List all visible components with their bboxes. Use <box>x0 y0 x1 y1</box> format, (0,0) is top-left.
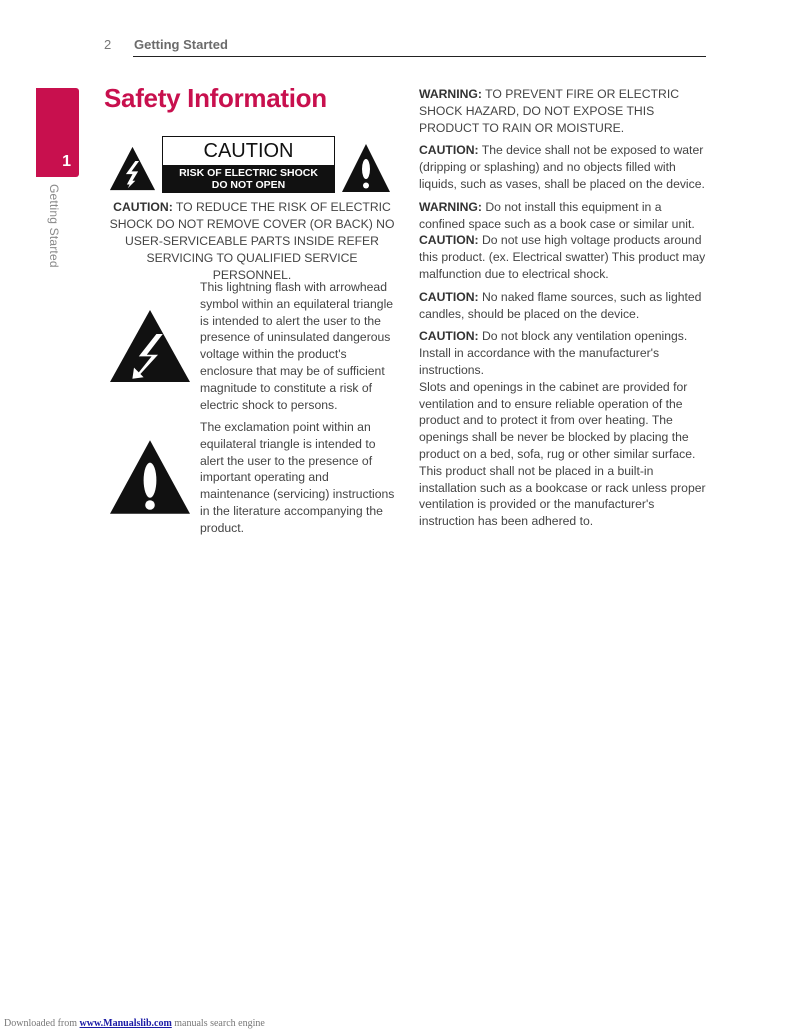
section-header: Getting Started <box>134 37 228 52</box>
caution-paragraph-text: TO REDUCE THE RISK OF ELECTRIC SHOCK DO NOT REMOVE COVER (OR BACK) NO USER-SERVICEABLE PARTS INSIDE REFER SERVICING TO QUALIFIED SERVICE PERSONNEL. <box>109 200 395 282</box>
manualslib-link[interactable]: www.Manualslib.com <box>79 1018 172 1029</box>
caution-label <box>162 136 335 193</box>
download-footer: Downloaded from www.Manualslib.com manuals search engine <box>4 1018 265 1029</box>
chapter-number: 1 <box>62 153 71 170</box>
warning-confined-space: WARNING: Do not install this equipment in a confined space such as a book case or similar unit. <box>419 199 695 231</box>
exclamation-symbol-explanation: The exclamation point within an equilateral triangle is intended to alert the user to the presence of important operating and maintenance (servicing) instructions in the literature accompanying the product. <box>200 420 395 535</box>
caution-paragraph <box>108 199 396 284</box>
lightning-symbol-explanation: This lightning flash with arrowhead symbol within an equilateral triangle is intended to alert the user to the presence of uninsulated dangerous voltage within the product's enclosure that may be of sufficient magnitude to constitute a risk of electric shock to persons. <box>200 280 394 412</box>
caution-line-1: RISK OF ELECTRIC SHOCK <box>179 167 318 179</box>
warning-rain-moisture: WARNING: TO PREVENT FIRE OR ELECTRIC SHOCK HAZARD, DO NOT EXPOSE THIS PRODUCT TO RAIN OR MOISTURE. <box>419 87 680 135</box>
caution-ventilation: CAUTION: Do not block any ventilation openings. Install in accordance with the manufacturer's instructions. <box>419 329 688 377</box>
chapter-side-label: Getting Started <box>47 184 61 268</box>
ventilation-details: Slots and openings in the cabinet are provided for ventilation and to ensure reliable operation of the product and to protect it from over heating. The openings shall be never be blocked by placing the product on a bed, sofa, rug or other similar surface. This product shall not be placed in a built-in installation such as a bookcase or rack unless proper ventilation is provided or the manufacturer's instruction has been adhered to. <box>419 379 706 529</box>
caution-paragraph-label: CAUTION: <box>113 200 173 214</box>
page-title: Safety Information <box>104 83 327 113</box>
caution-heading: CAUTION <box>203 140 294 162</box>
exclamation-triangle-icon <box>340 143 392 193</box>
right-column <box>419 86 709 536</box>
caution-band <box>163 165 334 192</box>
caution-line-2: DO NOT OPEN <box>211 179 286 191</box>
exclamation-triangle-icon <box>110 440 190 514</box>
header-rule <box>133 56 706 57</box>
lightning-triangle-icon <box>110 310 190 382</box>
caution-naked-flame: CAUTION: No naked flame sources, such as lighted candles, should be placed on the device. <box>419 289 702 321</box>
chapter-tab <box>36 88 79 177</box>
lightning-triangle-icon <box>109 144 156 193</box>
caution-water: CAUTION: The device shall not be exposed to water (dripping or splashing) and no objects filled with liquids, such as vases, shall be placed on the device. <box>419 143 705 191</box>
page-number: 2 <box>104 37 112 52</box>
caution-high-voltage: CAUTION: Do not use high voltage products around this product. (ex. Electrical swatter) This product may malfunction due to electrical shock. <box>419 233 706 281</box>
